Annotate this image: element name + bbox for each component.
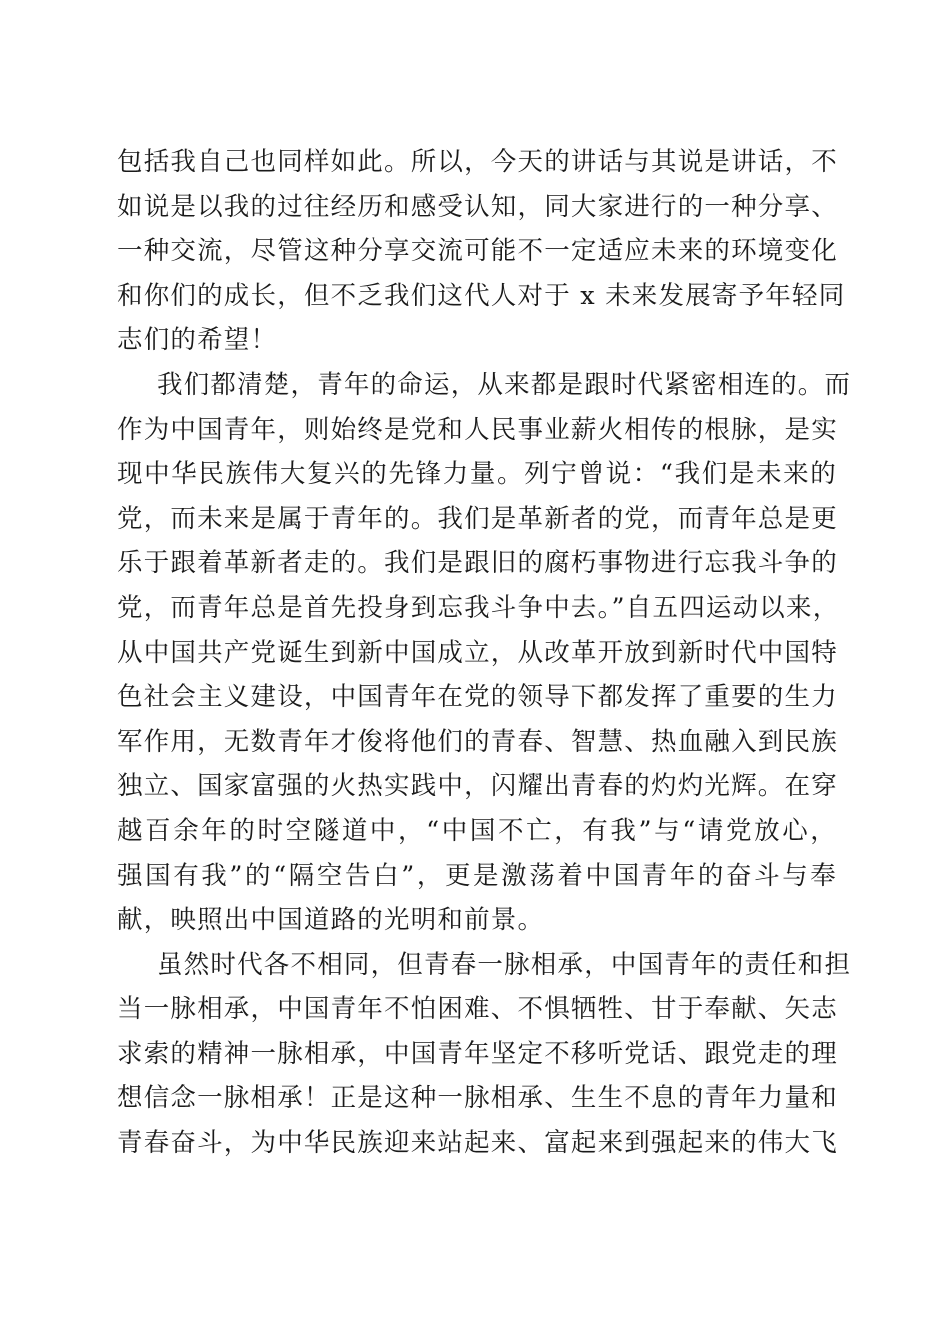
paragraph-3-line-5: 青春奋斗，为中华民族迎来站起来、富起来到强起来的伟大飞	[117, 1128, 838, 1159]
paragraph-1-line-3: 一种交流，尽管这种分享交流可能不一定适应未来的环境变化	[117, 236, 838, 267]
paragraph-2-line-13: 献，映照出中国道路的光明和前景。	[117, 905, 545, 936]
paragraph-2-line-1: 我们都清楚，青年的命运，从来都是跟时代紧密相连的。而	[157, 369, 852, 400]
paragraph-2-line-5: 乐于跟着革新者走的。我们是跟旧的腐朽事物进行忘我斗争的	[117, 548, 838, 579]
paragraph-1-line-5: 志们的希望！	[117, 325, 278, 356]
paragraph-3-line-1: 虽然时代各不相同，但青春一脉相承，中国青年的责任和担	[157, 949, 852, 980]
paragraph-3-line-3: 求索的精神一脉相承，中国青年坚定不移听党话、跟党走的理	[117, 1038, 838, 1069]
paragraph-1-line-1: 包括我自己也同样如此。所以，今天的讲话与其说是讲话，不	[117, 147, 838, 177]
paragraph-2-line-9: 军作用，无数青年才俊将他们的青春、智慧、热血融入到民族	[117, 726, 838, 757]
paragraph-2-line-3: 现中华民族伟大复兴的先锋力量。列宁曾说：“我们是未来的	[117, 459, 837, 490]
paragraph-2-line-11: 越百余年的时空隧道中，“中国不亡，有我”与“请党放心，	[117, 815, 837, 846]
paragraph-1-line-2: 如说是以我的过往经历和感受认知，同大家进行的一种分享、	[117, 191, 838, 222]
paragraph-2-line-6: 党，而青年总是首先投身到忘我斗争中去。”自五四运动以来，	[117, 592, 840, 623]
paragraph-2-line-4: 党，而未来是属于青年的。我们是革新者的党，而青年总是更	[117, 503, 838, 534]
paragraph-2-line-10: 独立、国家富强的火热实践中，闪耀出青春的灼灼光辉。在穿	[117, 771, 838, 802]
paragraph-1-line-4: 和你们的成长，但不乏我们这代人对于 x 未来发展寄予年轻同	[117, 280, 846, 311]
paragraph-2-line-7: 从中国共产党诞生到新中国成立，从改革开放到新时代中国特	[117, 637, 838, 668]
body-text	[117, 140, 852, 1166]
paragraph-3-line-2: 当一脉相承，中国青年不怕困难、不惧牺牲、甘于奉献、矢志	[117, 994, 838, 1025]
paragraph-2-line-2: 作为中国青年，则始终是党和人民事业薪火相传的根脉，是实	[117, 414, 838, 445]
paragraph-2-line-12: 强国有我”的“隔空告白”，更是激荡着中国青年的奋斗与奉	[117, 860, 837, 891]
paragraph-2-line-8: 色社会主义建设，中国青年在党的领导下都发挥了重要的生力	[117, 682, 838, 713]
paragraph-3-line-4: 想信念一脉相承！正是这种一脉相承、生生不息的青年力量和	[117, 1083, 838, 1114]
